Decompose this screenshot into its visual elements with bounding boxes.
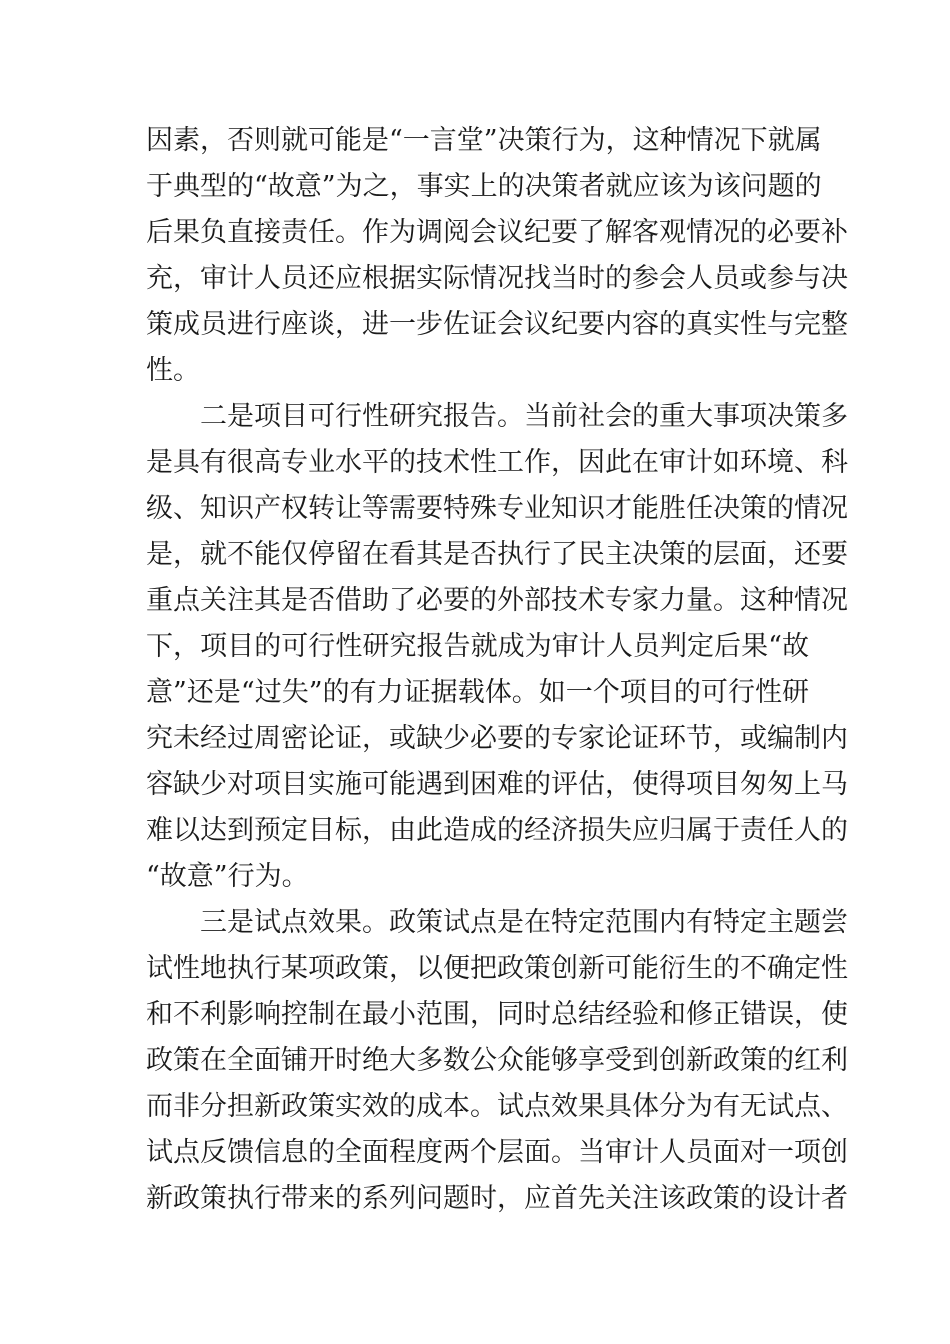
text-line: 究未经过周密论证，或缺少必要的专家论证环节，或编制内 bbox=[146, 723, 848, 754]
text-line: 是具有很高专业水平的技术性工作，因此在审计如环境、科 bbox=[146, 447, 848, 478]
text-line: 因素，否则就可能是“一言堂”决策行为，这种情况下就属 bbox=[146, 125, 822, 156]
text-line: 和不利影响控制在最小范围，同时总结经验和修正错误，使 bbox=[146, 999, 848, 1030]
text-line: 政策在全面铺开时绝大多数公众能够享受到创新政策的红利 bbox=[146, 1045, 848, 1076]
text-line: 意”还是“过失”的有力证据载体。如一个项目的可行性研 bbox=[146, 677, 809, 708]
text-line: 试点反馈信息的全面程度两个层面。当审计人员面对一项创 bbox=[146, 1137, 848, 1168]
text-line: 难以达到预定目标，由此造成的经济损失应归属于责任人的 bbox=[146, 815, 848, 846]
text-line: 三是试点效果。政策试点是在特定范围内有特定主题尝 bbox=[200, 907, 848, 938]
text-line: 容缺少对项目实施可能遇到困难的评估，使得项目匆匆上马 bbox=[146, 769, 848, 800]
text-line: 策成员进行座谈，进一步佐证会议纪要内容的真实性与完整 bbox=[146, 309, 848, 340]
text-line: 于典型的“故意”为之，事实上的决策者就应该为该问题的 bbox=[146, 171, 822, 202]
paragraph-2 bbox=[146, 394, 848, 900]
text-line: 新政策执行带来的系列问题时，应首先关注该政策的设计者 bbox=[146, 1183, 848, 1214]
text-line: 而非分担新政策实效的成本。试点效果具体分为有无试点、 bbox=[146, 1091, 848, 1122]
text-line: 性。 bbox=[146, 355, 200, 386]
text-line: 二是项目可行性研究报告。当前社会的重大事项决策多 bbox=[200, 401, 848, 432]
paragraph-3 bbox=[146, 900, 848, 1222]
text-line: 是，就不能仅停留在看其是否执行了民主决策的层面，还要 bbox=[146, 539, 848, 570]
document-body bbox=[146, 118, 848, 1222]
text-line: 重点关注其是否借助了必要的外部技术专家力量。这种情况 bbox=[146, 585, 848, 616]
paragraph-1 bbox=[146, 118, 848, 394]
text-line: 下，项目的可行性研究报告就成为审计人员判定后果“故 bbox=[146, 631, 809, 662]
text-line: 试性地执行某项政策，以便把政策创新可能衍生的不确定性 bbox=[146, 953, 848, 984]
text-line: 充，审计人员还应根据实际情况找当时的参会人员或参与决 bbox=[146, 263, 848, 294]
text-line: “故意”行为。 bbox=[146, 861, 309, 892]
text-line: 后果负直接责任。作为调阅会议纪要了解客观情况的必要补 bbox=[146, 217, 848, 248]
text-line: 级、知识产权转让等需要特殊专业知识才能胜任决策的情况 bbox=[146, 493, 848, 524]
